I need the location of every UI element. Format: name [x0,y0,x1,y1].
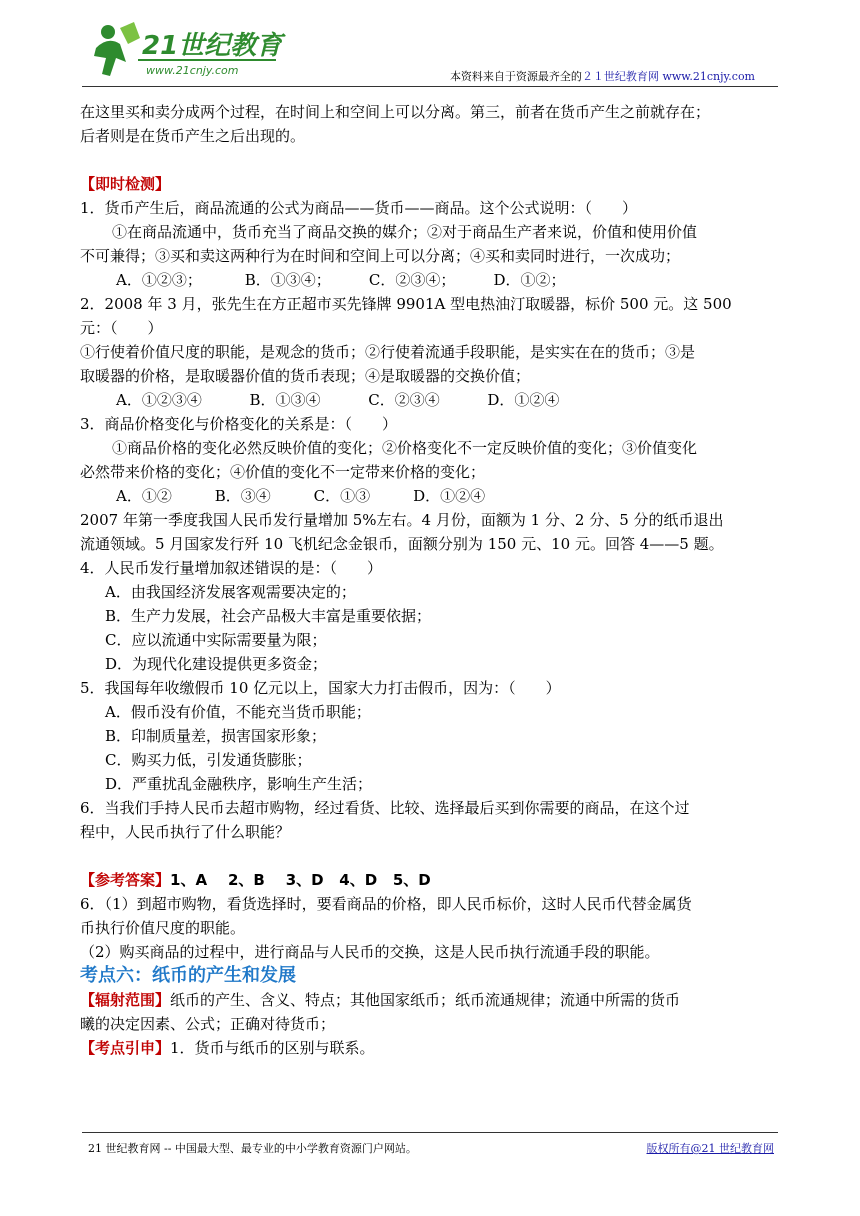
q1-stem: 1．货币产生后，商品流通的公式为商品——货币——商品。这个公式说明：（ ） [80,199,638,217]
q3-line-1: ①商品价格的变化必然反映价值的变化；②价格变化不一定反映价值的变化；③价值变化 [112,439,698,457]
q6-line-1: 6．当我们手持人民币去超市购物，经过看货、比较、选择最后买到你需要的商品，在这个过 [80,799,690,817]
site-logo [86,18,286,84]
q2-line-1: ①行使着价值尺度的职能，是观念的货币；②行使着流通手段职能，是实实在在的货币；③是 [80,343,696,361]
q5-option-a: A．假币没有价值，不能充当货币职能； [105,703,371,721]
q5-option-c: C．购买力低，引发通货膨胀； [105,751,312,769]
lead-text: 1．货币与纸币的区别与联系。 [170,1039,375,1057]
answer6-line-3: （2）购买商品的过程中，进行商品与人民币的交换，这是人民币执行流通手段的职能。 [80,943,660,961]
header-note [450,68,755,84]
q4-option-b: B．生产力发展，社会产品极大丰富是重要依据； [105,607,432,625]
answer-tag: 【参考答案】 [80,871,171,889]
runner-icon [94,22,140,76]
header-divider [82,86,778,87]
footer-copyright-link[interactable]: 版权所有@21 世纪教育网 [646,1142,774,1155]
footer-divider [82,1132,778,1133]
answer6-line-1: 6．（1）到超市购物，看货选择时，要看商品的价格，即人民币标价，这时人民币代替金属货 [80,895,692,913]
check-tag: 【即时检测】 [80,175,171,193]
q4-option-d: D．为现代化建设提供更多资金； [105,655,328,673]
context-line-2: 流通领域。5 月国家发行歼 10 飞机纪念金银币，面额分别为 150 元、10 元。回答 4——5 题。 [80,535,724,553]
q3-line-2: 必然带来价格的变化；④价值的变化不一定带来价格的变化； [80,463,486,481]
logo-url: www.21cnjy.com [146,64,239,77]
q5-stem: 5．我国每年收缴假币 10 亿元以上，国家大力打击假币，因为：（ ） [80,679,561,697]
q1-options: A．①②③； B．①③④； C．②③④； D．①②； [116,271,566,289]
q4-option-c: C．应以流通中实际需要量为限； [105,631,327,649]
q5-option-b: B．印制质量差，损害国家形象； [105,727,327,745]
range-text-1: 纸币的产生、含义、特点；其他国家纸币；纸币流通规律；流通中所需的货币 [170,991,681,1009]
q2-line-2: 取暖器的价格，是取暖器价值的货币表现；④是取暖器的交换价值； [80,367,531,385]
lead-line [80,1036,785,1060]
q4-stem: 4．人民币发行量增加叙述错误的是：（ ） [80,559,383,577]
footer-left-text: 21 世纪教育网 -- 中国最大型、最专业的中小学教育资源门户网站。 [88,1142,417,1155]
header-note-prefix: 本资料来自于资源最齐全的 [449,70,582,83]
header-note-link[interactable]: www.21cnjy.com [662,70,755,83]
document-body [80,100,785,1060]
q5-option-d: D．严重扰乱金融秩序，影响生产生活； [105,775,373,793]
lead-tag: 【考点引申】 [80,1039,171,1057]
q4-option-a: A．由我国经济发展客观需要决定的； [105,583,356,601]
range-tag: 【辐射范围】 [80,991,171,1009]
q3-stem: 3．商品价格变化与价格变化的关系是：（ ） [80,415,398,433]
q1-line-1: ①在商品流通中，货币充当了商品交换的媒介；②对于商品生产者来说，价值和使用价值 [112,223,698,241]
q2-stem-1: 2．2008 年 3 月，张先生在方正超市买先锋牌 9901A 型电热油汀取暖器，标价 500 元。这 500 [80,295,732,313]
q1-line-2: 不可兼得；③买和卖这两种行为在时间和空间上可以分离；④买和卖同时进行，一次成功； [80,247,681,265]
range-text-2: 曦的决定因素、公式；正确对待货币； [80,1015,336,1033]
section-title: 考点六：纸币的产生和发展 [80,965,296,986]
answer6-line-2: 币执行价值尺度的职能。 [80,919,246,937]
answer-text: 1、A 2、B 3、D 4、D 5、D [170,871,431,889]
q2-stem-2: 元：（ ） [80,319,163,337]
q6-line-2: 程中，人民币执行了什么职能？ [80,823,291,841]
answer-line [80,868,785,892]
intro-line-2: 后者则是在货币产生之后出现的。 [80,127,306,145]
header-note-site[interactable]: ２１世纪教育网 [581,70,659,83]
q2-options: A．①②③④ B．①③④ C．②③④ D．①②④ [116,391,560,409]
q3-options: A．①② B．③④ C．①③ D．①②④ [116,487,486,505]
context-line-1: 2007 年第一季度我国人民币发行量增加 5%左右。4 月份，面额为 1 分、2 分、5 分的纸币退出 [80,511,724,529]
logo-text: 21世纪教育 [142,31,283,61]
intro-line-1: 在这里买和卖分成两个过程，在时间上和空间上可以分离。第三，前者在货币产生之前就存在； [80,103,711,121]
range-line-1 [80,988,785,1012]
